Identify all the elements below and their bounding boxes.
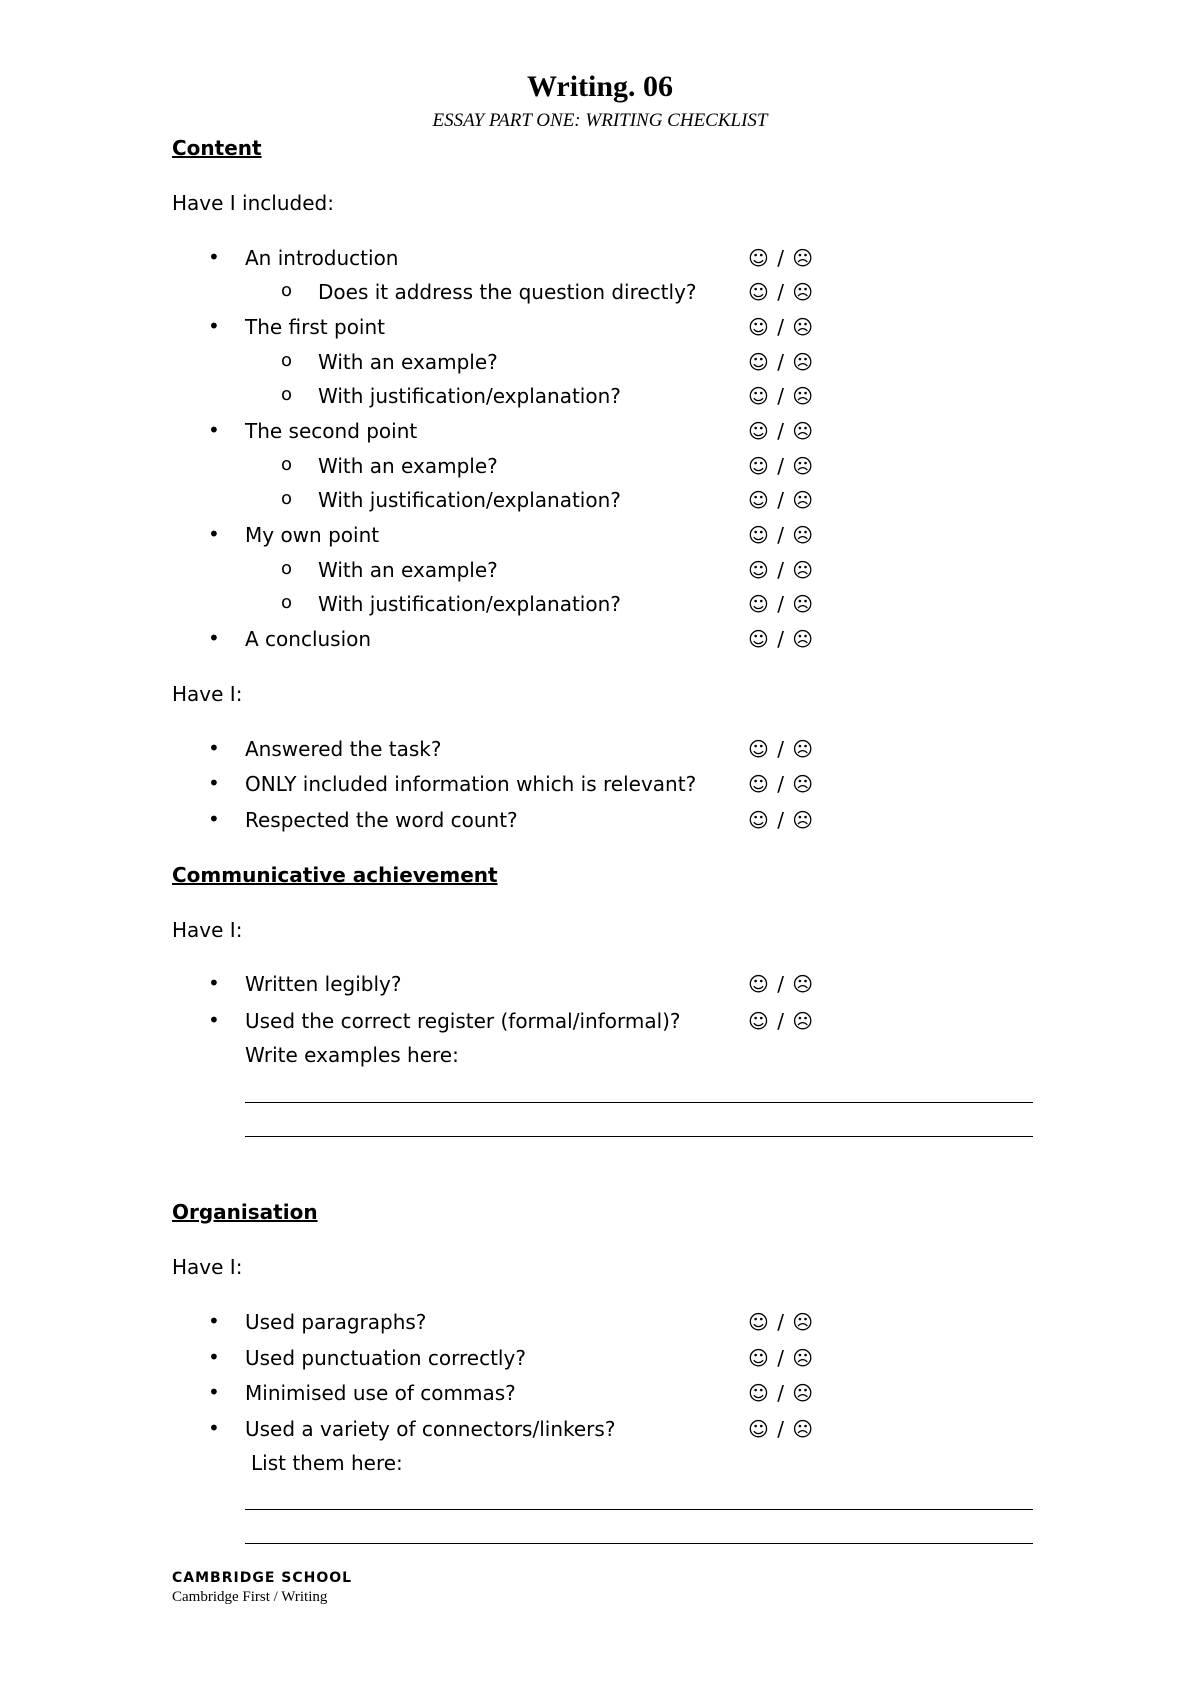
item-label: The first point [245,315,385,339]
section-heading-organisation: Organisation [172,1200,318,1224]
item-label: The second point [245,419,418,443]
smiley-frown-rating[interactable]: ☺ / ☹ [748,384,815,408]
checklist-item [0,419,1200,449]
page-title: Writing. 06 [526,70,674,103]
checklist-item [0,1381,1200,1411]
section-heading-communicative: Communicative achievement [172,863,498,887]
item-label: With justification/explanation? [318,488,621,512]
item-label: With an example? [318,454,498,478]
bullet-icon: • [208,626,220,650]
page-subtitle: ESSAY PART ONE: WRITING CHECKLIST [432,110,768,131]
checklist-item [0,808,1200,838]
sub-bullet-icon: o [281,280,293,301]
item-label: Used punctuation correctly? [245,1346,526,1370]
bullet-icon: • [208,418,220,442]
sub-bullet-icon: o [281,454,293,475]
item-label: Minimised use of commas? [245,1381,516,1405]
item-label: My own point [245,523,380,547]
checklist-subitem [0,592,1200,622]
section-heading-content: Content [172,136,262,160]
smiley-frown-rating[interactable]: ☺ / ☹ [748,772,815,796]
checklist-item [0,523,1200,553]
smiley-frown-rating[interactable]: ☺ / ☹ [748,1381,815,1405]
smiley-frown-rating[interactable]: ☺ / ☹ [748,280,815,304]
smiley-frown-rating[interactable]: ☺ / ☹ [748,808,815,832]
item-label: Used paragraphs? [245,1310,427,1334]
checklist-item [0,737,1200,767]
checklist-item [0,246,1200,276]
smiley-frown-rating[interactable]: ☺ / ☹ [748,592,815,616]
smiley-frown-rating[interactable]: ☺ / ☹ [748,523,815,547]
item-label: ONLY included information which is relevant? [245,772,697,796]
bullet-icon: • [208,807,220,831]
footer-brand-logo: CAMBRIDGE SCHOOL [172,1570,353,1586]
checklist-item [0,1009,1200,1039]
smiley-frown-rating[interactable]: ☺ / ☹ [748,488,815,512]
checklist-subitem [0,350,1200,380]
checklist-item [0,1310,1200,1340]
sub-bullet-icon: o [281,592,293,613]
bullet-icon: • [208,245,220,269]
writing-line[interactable] [245,1543,1033,1544]
checklist-item [0,1417,1200,1447]
item-label: Answered the task? [245,737,442,761]
item-label: Used the correct register (formal/informal)? [245,1009,681,1033]
smiley-frown-rating[interactable]: ☺ / ☹ [748,1009,815,1033]
item-label: Does it address the question directly? [318,280,697,304]
checklist-subitem [0,280,1200,310]
smiley-frown-rating[interactable]: ☺ / ☹ [748,1417,815,1441]
item-label: With an example? [318,350,498,374]
bullet-icon: • [208,771,220,795]
smiley-frown-rating[interactable]: ☺ / ☹ [748,454,815,478]
smiley-frown-rating[interactable]: ☺ / ☹ [748,558,815,582]
smiley-frown-rating[interactable]: ☺ / ☹ [748,1346,815,1370]
bullet-icon: • [208,971,220,995]
item-label: With justification/explanation? [318,384,621,408]
checklist-subitem [0,384,1200,414]
writing-line[interactable] [245,1136,1033,1137]
smiley-frown-rating[interactable]: ☺ / ☹ [748,350,815,374]
checklist-item [0,627,1200,657]
checklist-item [0,972,1200,1002]
smiley-frown-rating[interactable]: ☺ / ☹ [748,737,815,761]
smiley-frown-rating[interactable]: ☺ / ☹ [748,972,815,996]
item-label: A conclusion [245,627,372,651]
checklist-item [0,772,1200,802]
footer-subtitle: Cambridge First / Writing [172,1589,328,1605]
writing-line[interactable] [245,1102,1033,1103]
item-label: With an example? [318,558,498,582]
checklist-item [0,315,1200,345]
bullet-icon: • [208,522,220,546]
writing-line[interactable] [245,1509,1033,1510]
sub-bullet-icon: o [281,488,293,509]
organisation-prompt: Have I: [172,1255,243,1279]
sub-bullet-icon: o [281,384,293,405]
item-label: An introduction [245,246,399,270]
smiley-frown-rating[interactable]: ☺ / ☹ [748,315,815,339]
sub-bullet-icon: o [281,350,293,371]
bullet-icon: • [208,1345,220,1369]
content-prompt-included: Have I included: [172,191,334,215]
content-prompt-have: Have I: [172,682,243,706]
bullet-icon: • [208,736,220,760]
item-label: With justification/explanation? [318,592,621,616]
bullet-icon: • [208,1309,220,1333]
checklist-item [0,1346,1200,1376]
checklist-subitem [0,488,1200,518]
item-label: Used a variety of connectors/linkers? [245,1417,616,1441]
communicative-prompt: Have I: [172,918,243,942]
item-label: Written legibly? [245,972,402,996]
item-label: Respected the word count? [245,808,518,832]
smiley-frown-rating[interactable]: ☺ / ☹ [748,627,815,651]
sub-bullet-icon: o [281,558,293,579]
smiley-frown-rating[interactable]: ☺ / ☹ [748,419,815,443]
linkers-note: List them here: [251,1451,403,1475]
checklist-subitem [0,454,1200,484]
bullet-icon: • [208,1380,220,1404]
bullet-icon: • [208,314,220,338]
bullet-icon: • [208,1416,220,1440]
examples-note: Write examples here: [245,1043,459,1067]
bullet-icon: • [208,1008,220,1032]
checklist-subitem [0,558,1200,588]
smiley-frown-rating[interactable]: ☺ / ☹ [748,1310,815,1334]
smiley-frown-rating[interactable]: ☺ / ☹ [748,246,815,270]
